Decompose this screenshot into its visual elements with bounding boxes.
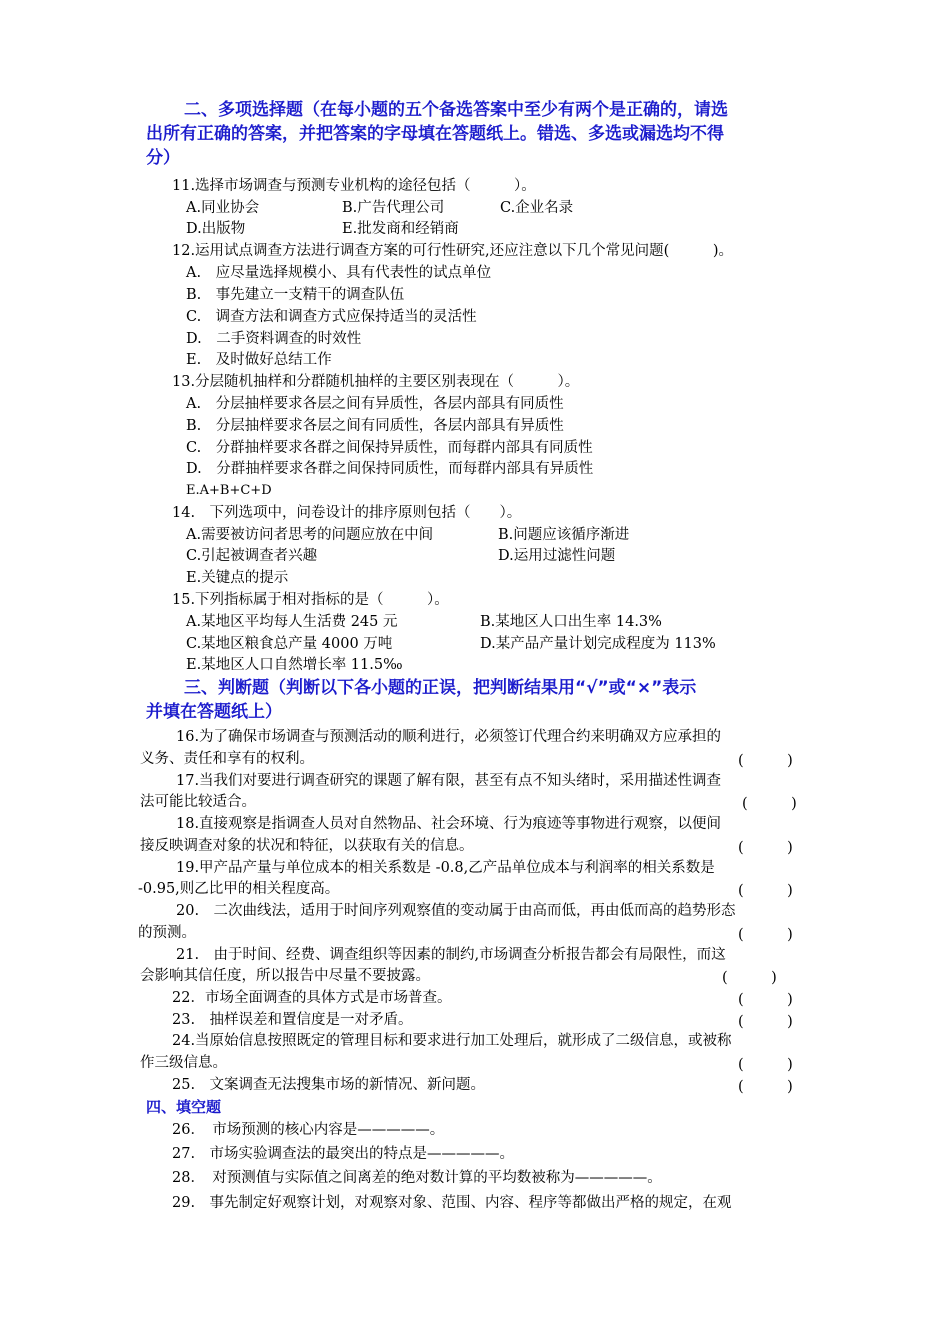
section-heading-true-false <box>146 676 806 724</box>
q12-stem: 12.运用试点调查方法进行调查方案的可行性研究,还应注意以下几个常见问题( )。 <box>172 243 733 259</box>
q11-option-e: E.批发商和经销商 <box>342 221 459 237</box>
q14-stem: 14. 下列选项中，问卷设计的排序原则包括（ ）。 <box>172 505 522 521</box>
q11-stem: 11.选择市场调查与预测专业机构的途径包括（ ）。 <box>172 178 536 194</box>
q11-option-c: C.企业名录 <box>500 200 574 216</box>
q12-option-e: E. 及时做好总结工作 <box>186 352 332 368</box>
q19-answer-blank[interactable]: ( ) <box>738 883 793 899</box>
q21-answer-blank[interactable]: ( ) <box>722 970 777 986</box>
q20-answer-blank[interactable]: ( ) <box>738 927 793 943</box>
q13-option-d: D. 分群抽样要求各群之间保持同质性，而每群内部具有异质性 <box>186 461 594 477</box>
q18-answer-blank[interactable]: ( ) <box>738 840 793 856</box>
q14-option-b: B.问题应该循序渐进 <box>498 527 630 543</box>
q11-option-a: A.同业协会 <box>186 200 260 216</box>
q16-line1: 16.为了确保市场调查与预测活动的顺利进行，必须签订代理合约来明确双方应承担的 <box>176 729 722 745</box>
q19-line2: -0.95,则乙比甲的相关程度高。 <box>138 881 340 897</box>
q12-option-c: C. 调查方法和调查方式应保持适当的灵活性 <box>186 309 477 325</box>
q15-option-a: A.某地区平均每人生活费 245 元 <box>186 614 398 630</box>
q20-line2: 的预测。 <box>138 925 196 941</box>
q17-answer-blank[interactable]: ( ) <box>742 796 797 812</box>
section-heading-fill-blank: 四、填空题 <box>146 1098 222 1116</box>
q28-text: 28． 对预测值与实际值之间离差的绝对数计算的平均数被称为—————。 <box>172 1170 662 1186</box>
q15-option-c: C.某地区粮食总产量 4000 万吨 <box>186 636 393 652</box>
section2-line1: 二、多项选择题（在每小题的五个备选答案中至少有两个是正确的，请选 <box>184 100 728 120</box>
section2-line3: 分） <box>146 148 180 168</box>
q19-line1: 19.甲产品产量与单位成本的相关系数是 -0.8,乙产品单位成本与利润率的相关系数是 <box>176 860 715 876</box>
q24-line2: 作三级信息。 <box>140 1055 227 1071</box>
q27-text: 27. 市场实验调查法的最突出的特点是—————。 <box>172 1146 515 1162</box>
q25-answer-blank[interactable]: ( ) <box>738 1079 793 1095</box>
q15-option-b: B.某地区人口出生率 14.3% <box>480 614 662 630</box>
q12-option-d: D. 二手资料调查的时效性 <box>186 331 362 347</box>
q16-answer-blank[interactable]: ( ) <box>738 753 793 769</box>
q22-answer-blank[interactable]: ( ) <box>738 992 793 1008</box>
q17-line1: 17.当我们对要进行调查研究的课题了解有限，甚至有点不知头绪时，采用描述性调查 <box>176 773 722 789</box>
q22-text: 22．市场全面调查的具体方式是市场普查。 <box>172 990 452 1006</box>
q13-option-a: A. 分层抽样要求各层之间有异质性，各层内部具有同质性 <box>186 396 564 412</box>
q12-option-a: A. 应尽量选择规模小、具有代表性的试点单位 <box>186 265 492 281</box>
q14-option-e: E.关键点的提示 <box>186 570 289 586</box>
section2-line2: 出所有正确的答案，并把答案的字母填在答题纸上。错选、多选或漏选均不得 <box>146 124 724 144</box>
q26-text: 26． 市场预测的核心内容是—————。 <box>172 1122 445 1138</box>
section3-line1: 三、判断题（判断以下各小题的正误，把判断结果用“√”或“×”表示 <box>184 678 697 698</box>
q12-option-b: B. 事先建立一支精干的调查队伍 <box>186 287 405 303</box>
q24-answer-blank[interactable]: ( ) <box>738 1057 793 1073</box>
q20-line1: 20. 二次曲线法，适用于时间序列观察值的变动属于由高而低，再由低而高的趋势形态 <box>176 903 736 919</box>
section3-line2: 并填在答题纸上） <box>146 702 282 722</box>
section-heading-multiple-choice <box>146 98 806 170</box>
q11-option-d: D.出版物 <box>186 221 246 237</box>
q23-text: 23. 抽样误差和置信度是一对矛盾。 <box>172 1012 413 1028</box>
q11-option-b: B.广告代理公司 <box>342 200 445 216</box>
q13-option-b: B. 分层抽样要求各层之间有同质性，各层内部具有异质性 <box>186 418 564 434</box>
q21-line2: 会影响其信任度，所以报告中尽量不要披露。 <box>140 968 430 984</box>
q21-line1: 21. 由于时间、经费、调查组织等因素的制约,市场调查分析报告都会有局限性，而这 <box>176 947 726 963</box>
q18-line2: 接反映调查对象的状况和特征，以获取有关的信息。 <box>140 838 474 854</box>
q13-option-e: E.A+B+C+D <box>186 483 272 498</box>
q13-stem: 13.分层随机抽样和分群随机抽样的主要区别表现在（ ）。 <box>172 374 580 390</box>
q18-line1: 18.直接观察是指调查人员对自然物品、社会环境、行为痕迹等事物进行观察，以便间 <box>176 816 722 832</box>
q29-text: 29. 事先制定好观察计划，对观察对象、范围、内容、程序等都做出严格的规定，在观 <box>172 1195 732 1211</box>
q15-option-d: D.某产品产量计划完成程度为 113% <box>480 636 716 652</box>
q14-option-a: A.需要被访问者思考的问题应放在中间 <box>186 527 434 543</box>
q14-option-d: D.运用过滤性问题 <box>498 548 616 564</box>
q17-line2: 法可能比较适合。 <box>140 794 256 810</box>
q23-answer-blank[interactable]: ( ) <box>738 1014 793 1030</box>
q16-line2: 义务、责任和享有的权利。 <box>140 751 314 767</box>
q14-option-c: C.引起被调查者兴趣 <box>186 548 318 564</box>
q25-text: 25. 文案调查无法搜集市场的新情况、新问题。 <box>172 1077 486 1093</box>
q15-option-e: E.某地区人口自然增长率 11.5‰ <box>186 657 403 673</box>
q24-line1: 24.当原始信息按照既定的管理目标和要求进行加工处理后，就形成了二级信息，或被称 <box>172 1033 732 1049</box>
q15-stem: 15.下列指标属于相对指标的是（ ）。 <box>172 592 449 608</box>
q13-option-c: C. 分群抽样要求各群之间保持异质性，而每群内部具有同质性 <box>186 440 593 456</box>
